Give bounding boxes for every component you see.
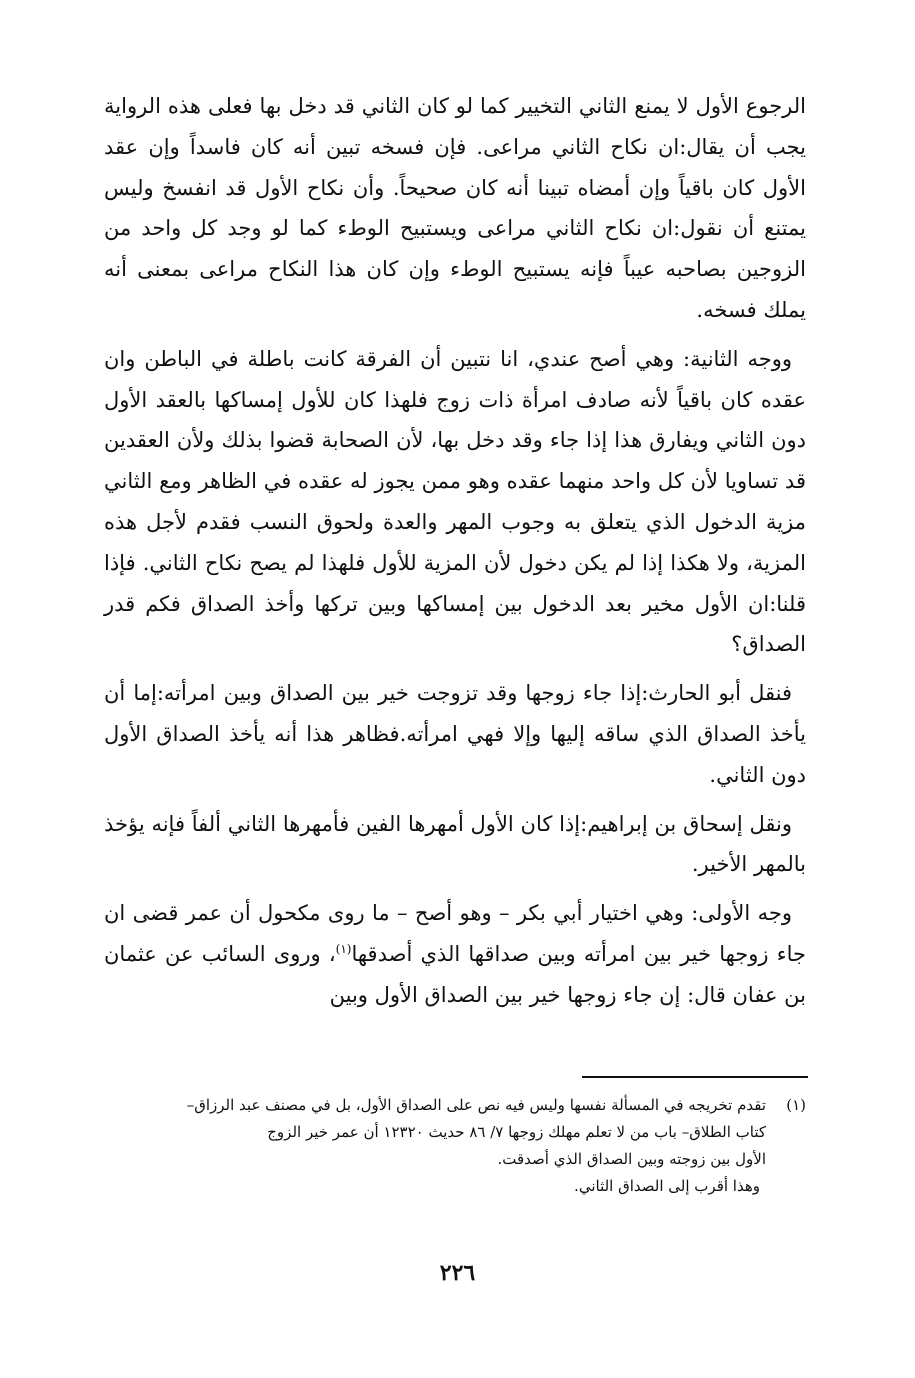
footnote-line-4: وهذا أقرب إلى الصداق الثاني. [574, 1177, 760, 1195]
footnote-line-3: الأول بين زوجته وبين الصداق الذي أصدقت. [497, 1150, 766, 1168]
footnote-line-1: تقدم تخريجه في المسألة نفسها وليس فيه نص على الصداق الأول، بل في مصنف عبد الرزاق– [186, 1096, 766, 1114]
footnote-separator [582, 1076, 808, 1078]
paragraph-5-part-1: وجه الأولى: وهي اختيار أبي بكر – وهو أصح – ما روى مكحول أن عمر قضى ان جاء زوجها خير بين امرأته وبين صداقها الذي أصدقها [104, 901, 807, 966]
footnote-reference: (١) [335, 941, 352, 956]
footnote-number: (١) [786, 1096, 806, 1114]
page-number: ٢٢٦ [439, 1260, 476, 1286]
paragraph-1: الرجوع الأول لا يمنع الثاني التخيير كما لو كان الثاني قد دخل بها فعلى هذه الرواية يجب أن يقال:ان نكاح الثاني مراعى. فإن فسخه تبين أنه كان فاسداً وإن عقد الأول كان باقياً وإن أمضاه تبينا أنه كان صحيحاً. وأن نكاح الأول قد انفسخ وليس يمتنع أن نقول:ان نكاح الثاني مراعى ويستبيح الوطء كما لو وجد كل واحد من الزوجين بصاحبه عيباً فإنه يستبيح الوطء وإن كان هذا النكاح مراعى بمعنى أنه يملك فسخه. [104, 94, 806, 322]
footnote-line-2: كتاب الطلاق– باب من لا تعلم مهلك زوجها ٧/ ٨٦ حديث ١٢٣٢٠ أن عمر خير الزوج [267, 1123, 766, 1141]
paragraph-4: ونقل إسحاق بن إبراهيم:إذا كان الأول أمهرها الفين فأمهرها الثاني ألفاً فإنه يؤخذ بالمهر الأخير. [104, 811, 806, 877]
paragraph-5-part-2: ، وروى السائب عن عثمان بن عفان قال: إن جاء زوجها خير بين الصداق الأول وبين [104, 941, 806, 1007]
paragraph-5 [104, 893, 806, 1015]
footnote [104, 1092, 806, 1200]
main-text [104, 86, 806, 1024]
paragraph-2: ووجه الثانية: وهي أصح عندي، انا نتبين أن الفرقة كانت باطلة في الباطن وان عقده كان باقياً لأنه صادف امرأة ذات زوج فلهذا كان للأول إمساكها بالعقد الأول دون الثاني ويفارق هذا إذا جاء وقد دخل بها، لأن الصحابة قضوا بذلك ولأن العقدين قد تساويا لأن كل واحد منهما عقده وهو ممن يجوز له عقده في الظاهر ومع الثاني مزية الدخول الذي يتعلق به وجوب المهر والعدة ولحوق النسب فقدم لأجل هذه المزية، ولا هكذا إذا لم يكن دخول لأن المزية للأول فلهذا لم يصح نكاح الثاني. فإذا قلنا:ان الأول مخير بعد الدخول بين إمساكها وبين تركها وأخذ الصداق فكم قدر الصداق؟ [104, 346, 806, 657]
paragraph-3: فنقل أبو الحارث:إذا جاء زوجها وقد تزوجت خير بين الصداق وبين امرأته:إما أن يأخذ الصداق الذي ساقه إليها وإلا فهي امرأته.فظاهر هذا أنه يأخذ الصداق الأول دون الثاني. [104, 681, 806, 787]
